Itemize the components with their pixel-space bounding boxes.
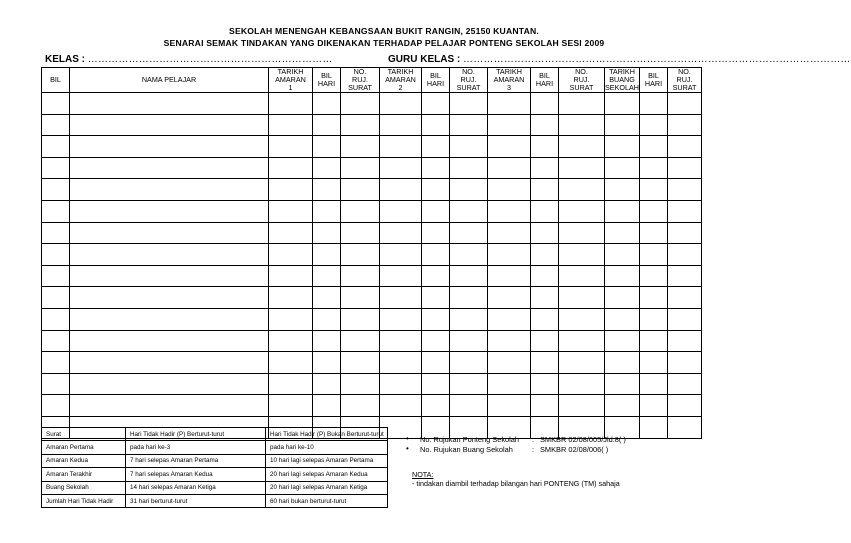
- table-cell: [70, 308, 269, 330]
- legend-cell: 7 hari selepas Amaran Pertama: [126, 454, 266, 467]
- legend-row: [42, 468, 388, 481]
- table-cell: [70, 179, 269, 201]
- table-cell: [605, 395, 640, 417]
- table-row: [42, 308, 702, 330]
- table-cell: [269, 287, 313, 309]
- legend-cell: 20 hari lagi selepas Amaran Kedua: [266, 468, 388, 481]
- reference-label: No. Rujukan Buang Sekolah: [420, 445, 513, 454]
- table-cell: [422, 244, 450, 266]
- table-cell: [559, 308, 605, 330]
- table-cell: [488, 352, 531, 374]
- table-cell: [450, 200, 488, 222]
- table-cell: [70, 136, 269, 158]
- table-cell: [70, 265, 269, 287]
- table-cell: [422, 265, 450, 287]
- table-cell: [531, 136, 559, 158]
- table-cell: [640, 330, 668, 352]
- column-header: BIL HARI: [640, 68, 668, 93]
- table-cell: [380, 287, 422, 309]
- table-cell: [42, 222, 70, 244]
- table-cell: [668, 308, 702, 330]
- table-cell: [313, 93, 341, 115]
- table-cell: [380, 179, 422, 201]
- legend-cell: 10 hari lagi selepas Amaran Pertama: [266, 454, 388, 467]
- table-cell: [422, 330, 450, 352]
- nota-note: [412, 470, 620, 488]
- table-cell: [668, 244, 702, 266]
- table-cell: [42, 352, 70, 374]
- table-header-row: [42, 68, 702, 93]
- table-cell: [640, 352, 668, 374]
- table-cell: [269, 200, 313, 222]
- legend-cell: Jumlah Hari Tidak Hadir: [42, 494, 126, 507]
- legend-row: [42, 441, 388, 454]
- legend-cell: 31 hari berturut-turut: [126, 494, 266, 507]
- table-cell: [488, 265, 531, 287]
- table-row: [42, 157, 702, 179]
- table-cell: [313, 287, 341, 309]
- table-cell: [559, 136, 605, 158]
- table-cell: [488, 287, 531, 309]
- table-cell: [640, 93, 668, 115]
- table-cell: [668, 222, 702, 244]
- table-cell: [668, 265, 702, 287]
- column-header: NO. RUJ. SURAT: [559, 68, 605, 93]
- legend-cell: Amaran Pertama: [42, 441, 126, 454]
- table-cell: [668, 352, 702, 374]
- table-cell: [341, 136, 380, 158]
- table-cell: [42, 265, 70, 287]
- table-cell: [668, 114, 702, 136]
- table-cell: [380, 265, 422, 287]
- table-cell: [668, 93, 702, 115]
- table-cell: [70, 157, 269, 179]
- table-cell: [313, 136, 341, 158]
- legend-row: [42, 454, 388, 467]
- table-cell: [640, 244, 668, 266]
- table-cell: [380, 395, 422, 417]
- attendance-checklist-table: [41, 67, 702, 439]
- table-cell: [450, 330, 488, 352]
- table-cell: [605, 308, 640, 330]
- table-cell: [380, 157, 422, 179]
- table-cell: [422, 373, 450, 395]
- table-row: [42, 222, 702, 244]
- table-cell: [341, 395, 380, 417]
- legend-cell: Buang Sekolah: [42, 481, 126, 494]
- legend-row: [42, 481, 388, 494]
- table-cell: [450, 179, 488, 201]
- table-cell: [42, 157, 70, 179]
- table-row: [42, 114, 702, 136]
- table-cell: [450, 244, 488, 266]
- legend-cell: 20 hari lagi selepas Amaran Ketiga: [266, 481, 388, 494]
- kelas-label: KELAS :: [45, 54, 85, 65]
- table-cell: [531, 179, 559, 201]
- table-cell: [422, 114, 450, 136]
- table-cell: [380, 200, 422, 222]
- kelas-field: [45, 54, 333, 65]
- table-cell: [605, 373, 640, 395]
- table-cell: [450, 395, 488, 417]
- table-cell: [42, 244, 70, 266]
- column-header: TARIKH AMARAN 2: [380, 68, 422, 93]
- table-cell: [70, 244, 269, 266]
- table-cell: [341, 114, 380, 136]
- table-cell: [450, 222, 488, 244]
- table-cell: [313, 352, 341, 374]
- table-cell: [269, 352, 313, 374]
- table-cell: [42, 179, 70, 201]
- table-cell: [380, 352, 422, 374]
- table-cell: [422, 352, 450, 374]
- table-cell: [422, 395, 450, 417]
- table-cell: [313, 373, 341, 395]
- table-cell: [341, 179, 380, 201]
- column-header: TARIKH AMARAN 3: [488, 68, 531, 93]
- table-cell: [70, 395, 269, 417]
- table-cell: [488, 244, 531, 266]
- table-cell: [422, 157, 450, 179]
- table-cell: [341, 265, 380, 287]
- table-cell: [531, 373, 559, 395]
- table-cell: [42, 373, 70, 395]
- table-cell: [559, 373, 605, 395]
- table-cell: [668, 179, 702, 201]
- table-cell: [380, 330, 422, 352]
- table-cell: [269, 93, 313, 115]
- table-cell: [450, 114, 488, 136]
- table-cell: [640, 395, 668, 417]
- table-cell: [70, 352, 269, 374]
- table-cell: [341, 330, 380, 352]
- table-cell: [559, 114, 605, 136]
- table-cell: [488, 308, 531, 330]
- table-cell: [605, 265, 640, 287]
- table-cell: [668, 416, 702, 438]
- table-cell: [488, 157, 531, 179]
- table-cell: [70, 93, 269, 115]
- reference-colon: :: [532, 435, 535, 444]
- table-cell: [341, 373, 380, 395]
- table-row: [42, 179, 702, 201]
- rules-legend-table: [41, 427, 388, 508]
- table-cell: [380, 93, 422, 115]
- table-cell: [422, 200, 450, 222]
- table-row: [42, 200, 702, 222]
- table-cell: [559, 244, 605, 266]
- reference-colon: :: [532, 445, 535, 454]
- table-cell: [313, 157, 341, 179]
- legend-cell: Amaran Terakhir: [42, 468, 126, 481]
- table-row: [42, 244, 702, 266]
- reference-value: SMKBR 02/08/005/Jld.8( ): [540, 435, 626, 444]
- table-cell: [269, 136, 313, 158]
- column-header: NO. RUJ. SURAT: [450, 68, 488, 93]
- table-cell: [640, 308, 668, 330]
- nota-text: - tindakan diambil terhadap bilangan hari PONTENG (TM) sahaja: [412, 479, 620, 488]
- legend-cell: Hari Tidak Hadir (P) Bukan Berturut-turut: [266, 428, 388, 441]
- table-cell: [488, 330, 531, 352]
- table-cell: [605, 244, 640, 266]
- table-cell: [42, 114, 70, 136]
- table-cell: [341, 352, 380, 374]
- table-cell: [269, 222, 313, 244]
- table-cell: [531, 265, 559, 287]
- table-cell: [450, 352, 488, 374]
- table-cell: [640, 373, 668, 395]
- column-header: BIL HARI: [531, 68, 559, 93]
- legend-row: [42, 494, 388, 507]
- table-row: [42, 373, 702, 395]
- table-cell: [42, 308, 70, 330]
- table-cell: [380, 244, 422, 266]
- table-cell: [531, 330, 559, 352]
- column-header: TARIKH AMARAN 1: [269, 68, 313, 93]
- table-cell: [269, 373, 313, 395]
- table-cell: [422, 93, 450, 115]
- table-cell: [640, 200, 668, 222]
- table-cell: [488, 395, 531, 417]
- table-cell: [70, 287, 269, 309]
- column-header: TARIKH BUANG SEKOLAH: [605, 67, 639, 92]
- table-cell: [450, 373, 488, 395]
- legend-row: [42, 428, 388, 441]
- table-cell: [640, 179, 668, 201]
- reference-value: SMKBR 02/08/006( ): [540, 445, 609, 454]
- table-cell: [559, 157, 605, 179]
- table-cell: [450, 93, 488, 115]
- table-cell: [380, 222, 422, 244]
- table-cell: [488, 136, 531, 158]
- table-cell: [488, 373, 531, 395]
- table-cell: [488, 179, 531, 201]
- table-cell: [640, 157, 668, 179]
- table-cell: [341, 157, 380, 179]
- kelas-dots: ………………………………………………………………: [87, 54, 333, 65]
- column-header: BIL: [42, 68, 70, 93]
- legend-cell: 7 hari selepas Amaran Kedua: [126, 468, 266, 481]
- table-cell: [559, 330, 605, 352]
- table-cell: [341, 287, 380, 309]
- table-cell: [605, 352, 640, 374]
- table-cell: [70, 330, 269, 352]
- table-row: [42, 93, 702, 115]
- table-cell: [313, 222, 341, 244]
- table-cell: [269, 330, 313, 352]
- table-cell: [668, 136, 702, 158]
- table-cell: [559, 93, 605, 115]
- table-cell: [70, 200, 269, 222]
- table-cell: [70, 222, 269, 244]
- column-header: BIL HARI: [422, 68, 450, 93]
- table-cell: [422, 222, 450, 244]
- table-cell: [668, 373, 702, 395]
- table-cell: [313, 395, 341, 417]
- table-cell: [269, 395, 313, 417]
- table-cell: [313, 114, 341, 136]
- table-cell: [531, 244, 559, 266]
- table-cell: [450, 287, 488, 309]
- table-cell: [559, 179, 605, 201]
- table-cell: [422, 308, 450, 330]
- table-cell: [422, 136, 450, 158]
- table-cell: [269, 265, 313, 287]
- table-cell: [668, 395, 702, 417]
- table-cell: [313, 308, 341, 330]
- table-cell: [605, 114, 640, 136]
- table-cell: [605, 157, 640, 179]
- table-cell: [559, 352, 605, 374]
- bullet-icon: •: [406, 434, 409, 443]
- table-cell: [313, 244, 341, 266]
- table-cell: [531, 157, 559, 179]
- table-row: [42, 395, 702, 417]
- table-cell: [313, 200, 341, 222]
- legend-cell: 60 hari bukan berturut-turut: [266, 494, 388, 507]
- table-cell: [380, 114, 422, 136]
- table-cell: [450, 136, 488, 158]
- table-row: [42, 330, 702, 352]
- table-cell: [380, 373, 422, 395]
- table-cell: [341, 222, 380, 244]
- table-cell: [269, 179, 313, 201]
- table-cell: [42, 93, 70, 115]
- table-cell: [531, 222, 559, 244]
- table-cell: [605, 222, 640, 244]
- table-cell: [70, 114, 269, 136]
- table-cell: [531, 114, 559, 136]
- table-cell: [531, 352, 559, 374]
- table-cell: [380, 308, 422, 330]
- table-cell: [605, 179, 640, 201]
- table-cell: [605, 136, 640, 158]
- legend-cell: pada hari ke-3: [126, 441, 266, 454]
- table-cell: [531, 200, 559, 222]
- column-header: BIL HARI: [313, 68, 341, 93]
- table-cell: [531, 287, 559, 309]
- table-cell: [422, 179, 450, 201]
- table-cell: [341, 308, 380, 330]
- table-cell: [341, 244, 380, 266]
- table-cell: [380, 136, 422, 158]
- table-cell: [559, 287, 605, 309]
- guru-kelas-label: GURU KELAS :: [388, 54, 461, 65]
- table-cell: [488, 114, 531, 136]
- table-cell: [450, 265, 488, 287]
- nota-heading: NOTA:: [412, 470, 434, 479]
- table-cell: [269, 244, 313, 266]
- guru-kelas-field: [388, 54, 851, 65]
- legend-cell: Amaran Kedua: [42, 454, 126, 467]
- table-cell: [640, 136, 668, 158]
- table-cell: [269, 157, 313, 179]
- table-cell: [313, 330, 341, 352]
- reference-label: No. Rujukan Ponteng Sekolah: [420, 435, 520, 444]
- legend-cell: Surat: [42, 428, 126, 441]
- table-cell: [42, 330, 70, 352]
- table-cell: [42, 287, 70, 309]
- table-cell: [269, 114, 313, 136]
- table-cell: [559, 200, 605, 222]
- table-cell: [605, 200, 640, 222]
- table-cell: [531, 308, 559, 330]
- table-cell: [450, 157, 488, 179]
- table-cell: [450, 308, 488, 330]
- table-cell: [559, 222, 605, 244]
- document-title: SENARAI SEMAK TINDAKAN YANG DIKENAKAN TERHADAP PELAJAR PONTENG SEKOLAH SESI 2009: [163, 38, 605, 48]
- table-cell: [640, 265, 668, 287]
- table-cell: [313, 179, 341, 201]
- legend-cell: pada hari ke-10: [266, 441, 388, 454]
- table-cell: [341, 93, 380, 115]
- table-cell: [668, 157, 702, 179]
- table-cell: [269, 308, 313, 330]
- column-header: NO. RUJ. SURAT: [668, 68, 702, 93]
- table-cell: [559, 395, 605, 417]
- column-header: NO. RUJ. SURAT: [341, 68, 380, 93]
- table-cell: [605, 93, 640, 115]
- table-row: [42, 265, 702, 287]
- table-cell: [605, 287, 640, 309]
- table-cell: [488, 93, 531, 115]
- table-cell: [42, 395, 70, 417]
- table-cell: [640, 287, 668, 309]
- school-name-heading: SEKOLAH MENENGAH KEBANGSAAN BUKIT RANGIN, 25150 KUANTAN.: [229, 26, 539, 36]
- table-cell: [42, 200, 70, 222]
- table-cell: [488, 200, 531, 222]
- table-cell: [559, 265, 605, 287]
- table-cell: [668, 330, 702, 352]
- table-cell: [70, 373, 269, 395]
- legend-cell: Hari Tidak Hadir (P) Berturut-turut: [126, 428, 266, 441]
- table-cell: [640, 222, 668, 244]
- table-cell: [605, 330, 640, 352]
- table-cell: [313, 265, 341, 287]
- table-cell: [668, 200, 702, 222]
- table-cell: [640, 114, 668, 136]
- table-cell: [341, 200, 380, 222]
- table-cell: [640, 416, 668, 438]
- bullet-icon: •: [406, 444, 409, 453]
- table-cell: [531, 93, 559, 115]
- table-cell: [488, 222, 531, 244]
- guru-kelas-dots: ……………………………………………………………………………………………………: [463, 54, 851, 65]
- table-cell: [42, 136, 70, 158]
- table-cell: [531, 395, 559, 417]
- table-row: [42, 287, 702, 309]
- table-row: [42, 352, 702, 374]
- table-cell: [422, 287, 450, 309]
- table-cell: [668, 287, 702, 309]
- table-row: [42, 136, 702, 158]
- column-header: NAMA PELAJAR: [70, 68, 269, 93]
- legend-cell: 14 hari selepas Amaran Ketiga: [126, 481, 266, 494]
